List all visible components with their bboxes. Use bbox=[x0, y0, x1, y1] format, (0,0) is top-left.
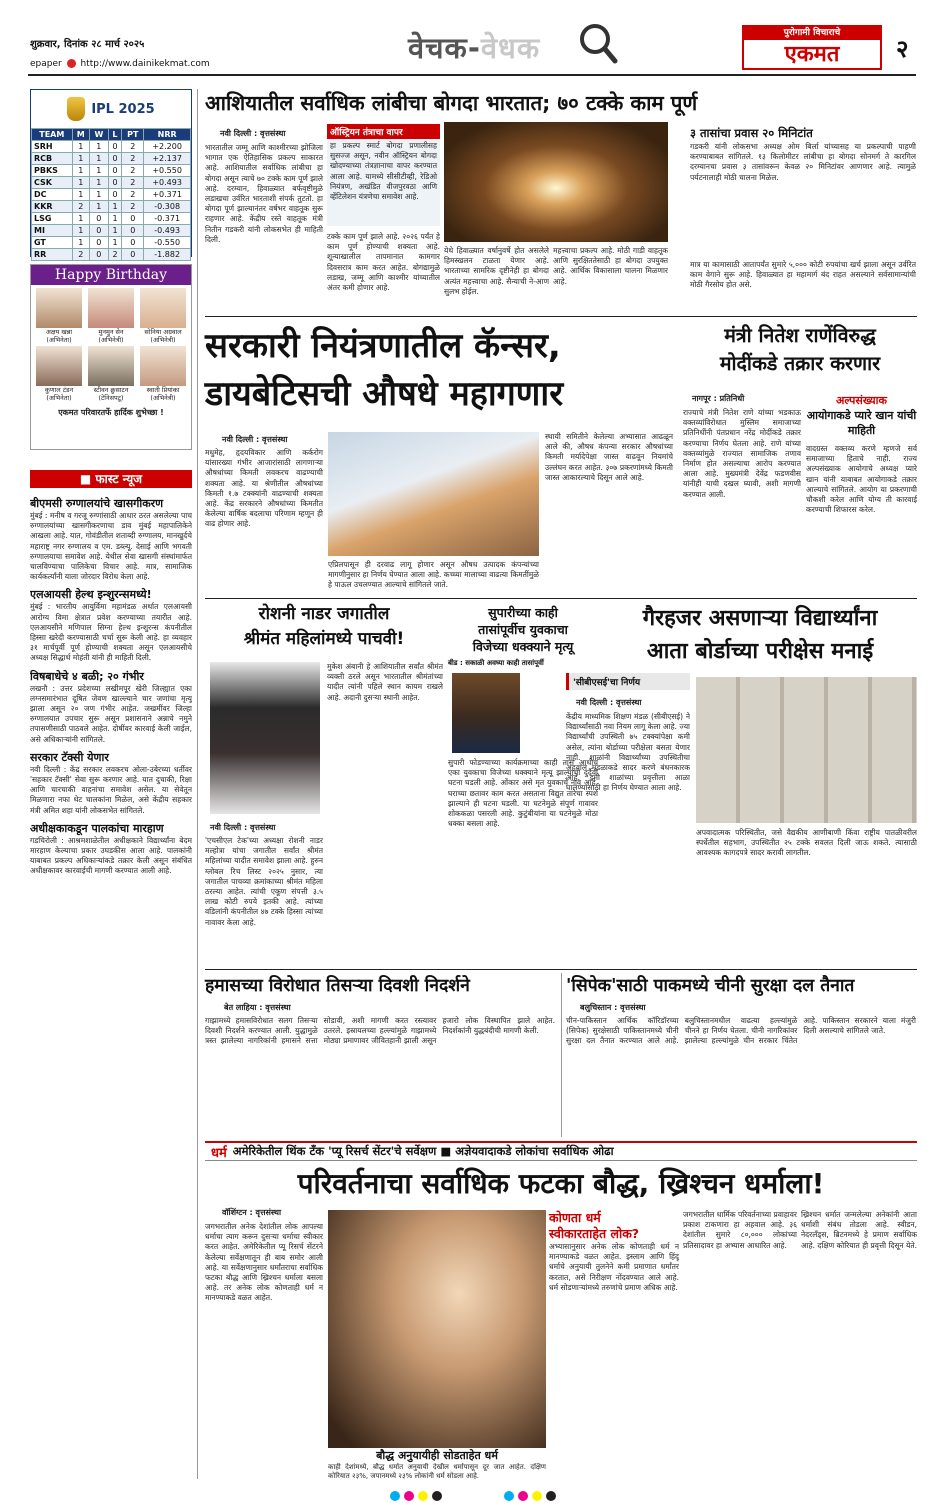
birthday-person bbox=[86, 346, 136, 402]
birthday-person bbox=[86, 288, 136, 344]
person-photo bbox=[36, 288, 82, 328]
ipl-row bbox=[32, 249, 191, 261]
fast-news-body: नवी दिल्ली : केंद्र सरकार लवकरच ओला-उबेरच्या धर्तीवर 'सहकार टॅक्सी' सेवा सुरू करणार आहे. यात दुचाकी, रिक्षा आणि चारचाकी वाहनांचा समावेश असेल. या सेवेतून मिळणारा नफा थेट चालकांना मिळेल, असे केंद्रीय सहकार मंत्री अमित शहा यांनी लोकसभेत सांगितले. bbox=[30, 764, 192, 815]
cancer-col2: एप्रिलपासून ही दरवाढ लागू होणार असून औषध उत्पादक कंपन्यांच्या मागणीनुसार हा निर्णय घेण्यात आला आहे. कच्च्या मालाच्या वाढत्या किमतींमुळे हे पाऊल उचलण्यात आल्याचे सांगितले जाते. bbox=[328, 560, 539, 590]
tunnel-headline: आशियातील सर्वाधिक लांबीचा बोगदा भारतात; ७० टक्के काम पूर्ण bbox=[205, 91, 698, 115]
fast-news-icon: ■ bbox=[79, 472, 96, 486]
ipl-cell: 2 bbox=[72, 201, 89, 213]
ipl-header-cell: TEAM bbox=[32, 129, 73, 141]
religion-dateline: वॉशिंग्टन : वृत्तसंस्था bbox=[222, 1208, 282, 1217]
ipl-cell: -0.550 bbox=[144, 237, 191, 249]
supari-headline-2: तासांपूर्वीच युवकाचा bbox=[478, 622, 568, 637]
masthead-rule bbox=[28, 74, 916, 76]
section-left: वेचक bbox=[408, 31, 468, 65]
cbse-headline bbox=[603, 602, 917, 668]
ipl-cell: +2.200 bbox=[144, 141, 191, 153]
cbse-tag: 'सीबीएसई'चा निर्णय bbox=[566, 673, 690, 690]
photo-caption-body: काही देशांमध्ये, बौद्ध धर्मात अनुयायी देखील धर्मापासून दूर जात आहेत. दक्षिण कोरियात २३%, जपानमध्ये २३% लोकांनी धर्म सोडला आहे. bbox=[328, 1463, 546, 1480]
cbse-headline-2: आता बोर्डाच्या परीक्षेस मनाई bbox=[646, 639, 874, 664]
ipl-cell: 2 bbox=[122, 153, 144, 165]
registration-dot bbox=[432, 1491, 442, 1501]
religion-box-head-1: कोणता धर्म bbox=[549, 1210, 601, 1225]
ipl-cell: 0 bbox=[108, 177, 122, 189]
fast-news-head: अधीक्षकाकडून पालकांचा मारहाण bbox=[30, 821, 164, 835]
cancer-dateline: नवी दिल्ली : वृत्तसंस्था bbox=[222, 435, 288, 444]
ipl-cell: 1 bbox=[90, 165, 109, 177]
person-name: स्टीवन क्रुसाटन bbox=[93, 386, 129, 394]
ipl-cell: 1 bbox=[72, 189, 89, 201]
issue-date: शुक्रवार, दिनांक २८ मार्च २०२५ bbox=[30, 39, 145, 50]
ipl-points-table bbox=[30, 89, 192, 257]
ipl-row bbox=[32, 153, 191, 165]
ipl-cell: 0 bbox=[122, 225, 144, 237]
ipl-cell: PBKS bbox=[32, 165, 73, 177]
religion-col-r2: जगभरातील धार्मिक परिवर्तनाच्या प्रवाहावर प्रकाश टाकणारा हा अहवाल आहे. ३६ देशांतील सुमारे ८०,००० लोकांच्या प्रतिसादावर हा अभ्यास आधारित आहे. bbox=[683, 1210, 797, 1250]
cancer-headline-2: डायबेटिसची औषधे महागणार bbox=[205, 374, 564, 414]
ipl-cell: 1 bbox=[90, 177, 109, 189]
person-role: (अभिनेत्री) bbox=[150, 394, 176, 402]
ipl-cell: 0 bbox=[90, 237, 109, 249]
section-title: वेचक-वेधक bbox=[408, 31, 541, 65]
roshni-dateline: नवी दिल्ली : वृत्तसंस्था bbox=[210, 823, 276, 832]
ipl-cell: RCB bbox=[32, 153, 73, 165]
ipl-cell: 2 bbox=[122, 201, 144, 213]
person-role: (अभिनेत्री) bbox=[98, 336, 124, 344]
prayer-photo bbox=[328, 1210, 546, 1448]
mid-divider bbox=[561, 973, 562, 1137]
tunnel-box bbox=[327, 124, 440, 226]
person-name: मुनमुन सेन bbox=[98, 328, 124, 336]
ipl-cell: 1 bbox=[72, 153, 89, 165]
paper-logo-box bbox=[742, 25, 882, 70]
ipl-header-cell: L bbox=[108, 129, 122, 141]
roshni-body2: मुकेश अंबानी हे आशियातील सर्वांत श्रीमंत व्यक्ती ठरले असून भारतातील श्रीमंतांच्या यादीत त्यांनी पहिले स्थान कायम राखले आहे. अदानी दुसऱ्या स्थानी आहेत. bbox=[327, 662, 443, 702]
cpec-dateline: बलुचिस्तान : वृत्तसंस्था bbox=[580, 1003, 646, 1012]
tunnel-side-head: ३ तासांचा प्रवास २० मिनिटांत bbox=[690, 126, 813, 140]
tunnel-box-body: हा प्रकल्प स्मार्ट बोगदा प्रणालीसह सुसज्ज असून, नवीन ऑस्ट्रियन बोगदा खोदण्याच्या तंत्रज्ञानाचा वापर करण्यात आला आहे. यामध्ये सीसीटीव्ही, रेडिओ नियंत्रण, अखंडित वीजपुरवठा आणि व्हेंटिलेशन यंत्रणेचा समावेश आहे. bbox=[330, 141, 437, 202]
ipl-header-cell: M bbox=[72, 129, 89, 141]
registration-dot bbox=[504, 1491, 514, 1501]
registration-dot bbox=[518, 1491, 528, 1501]
ipl-logo bbox=[31, 90, 191, 128]
supari-body: सुपारी फोडण्याच्या कार्यक्रमाच्या काही तास आधीच एका युवकाचा विजेच्या धक्क्याने मृत्यू झाल्याची दुर्दैवी घटना घडली आहे. ओंकार असे मृत युवकाचे नाव आहे. घराच्या छतावर काम करत असताना विद्युत तारेचा स्पर्श झाल्याने ही घटना घडली. या घटनेमुळे संपूर्ण गावावर शोककळा पसरली आहे. कुटुंबीयांना या घटनेमुळे मोठा धक्का बसला आहे. bbox=[448, 758, 598, 829]
ipl-header-cell: W bbox=[90, 129, 109, 141]
ipl-row bbox=[32, 165, 191, 177]
rane-side-body: वादग्रस्त वक्तव्य करणे म्हणजे सर्व समाजाच्या हिताचे नाही. राज्य अल्पसंख्याक आयोगाचे अध्यक्ष प्यारे खान यांनी याबाबत आयोगाकडे तक्रार आल्याचे सांगितले. आयोग या प्रकरणाची चौकशी करेल आणि योग्य ती कारवाई करण्याची शिफारस करेल. bbox=[806, 444, 917, 515]
ipl-cell: 0 bbox=[108, 165, 122, 177]
ipl-cell: 1 bbox=[108, 237, 122, 249]
supari-photo bbox=[452, 673, 520, 753]
roshni-photo bbox=[210, 662, 320, 814]
person-name: कुणाल टंडन bbox=[44, 386, 74, 394]
ipl-cell: -0.493 bbox=[144, 225, 191, 237]
fast-news-body: मुंबई : मनीष व गरजू रुग्णांसाठी आधार ठरत असलेल्या पाच रुग्णालयांच्या खासगीकरणाचा डाव मुंबई महापालिकेने आखला आहे. यात, गोवंडीतील शताब्दी रुग्णालय, मानखुर्दचे महाराष्ट्र नगर रुग्णालय व एम. डब्ल्यू. देसाई आणि भगवती रुग्णालयाचा समावेश आहे. येथील सेवा खासगी संस्थांमार्फत चालविण्याचा पालिकेचा विचार आहे. मात्र, सामाजिक कार्यकर्त्यांनी याला जोरदार विरोध केला आहे. bbox=[30, 511, 192, 582]
religion-box-body: अभ्यासानुसार अनेक लोक कोणताही धर्म न मानण्याकडे वळत आहेत. इस्लाम आणि हिंदू धर्माचे अनुयायी तुलनेने कमी प्रमाणात धर्मांतर करतात, असे निरीक्षण नोंदवण्यात आले आहे. धर्म सोडणाऱ्यांमध्ये तरुणांचे प्रमाण अधिक आहे. bbox=[549, 1242, 679, 1292]
ipl-cell: DC bbox=[32, 189, 73, 201]
ipl-cell: 1 bbox=[72, 237, 89, 249]
tunnel-col4: येथे हिवाळ्यात वर्षानुवर्षे होत असलेले हिमस्खलन टाळता येणार आहे. भारताच्या सामरिक दृष्टीनेही हा बोगदा अत्यंत महत्त्वाचा आहे. सैन्याची ने-आण सुलभ होईल. bbox=[444, 246, 549, 296]
birthday-person bbox=[138, 346, 188, 402]
ipl-cell: 1 bbox=[90, 201, 109, 213]
photo-caption-head: बौद्ध अनुयायीही सोडताहेत धर्म bbox=[376, 1449, 498, 1462]
ipl-row bbox=[32, 201, 191, 213]
person-role: (टेनिसपटू) bbox=[98, 394, 124, 402]
ipl-cell: 1 bbox=[72, 225, 89, 237]
medicine-photo bbox=[328, 432, 539, 556]
epaper-label: epaper bbox=[30, 59, 62, 69]
rule-1 bbox=[205, 316, 917, 317]
rane-dateline: नागपूर : प्रतिनिधी bbox=[692, 394, 745, 403]
website-url[interactable]: http://www.dainikekmat.com bbox=[80, 59, 210, 69]
ipl-cell: 2 bbox=[122, 141, 144, 153]
birthday-wish: एकमत परिवारतर्फे हार्दिक शुभेच्छा ! bbox=[58, 408, 164, 417]
roshni-headline-1: रोशनी नाडर जगातील bbox=[258, 604, 390, 624]
ipl-cell: CSK bbox=[32, 177, 73, 189]
ipl-cell: SRH bbox=[32, 141, 73, 153]
rane-side-head-2: आयोगाकडे प्यारे खान यांची माहिती bbox=[806, 409, 917, 437]
birthday-person bbox=[34, 346, 84, 402]
religion-col-r3: ख्रिश्चन धर्मात जन्मलेल्या अनेकांनी आता धर्माशी संबंध तोडला आहे. स्वीडन, नेदरलँड्स, ब्रिटनमध्ये हे प्रमाण सर्वाधिक आहे. दक्षिण कोरियात ही प्रवृत्ती दिसून येते. bbox=[801, 1210, 917, 1250]
registration-dot bbox=[532, 1491, 542, 1501]
ipl-header-cell: PT bbox=[122, 129, 144, 141]
tunnel-box-head: ऑस्ट्रियन तंत्राचा वापर bbox=[327, 124, 440, 139]
ipl-cell: 0 bbox=[108, 141, 122, 153]
cancer-col4: स्थायी समितीने केलेल्या अभ्यासात आढळून आले की, औषध कंपन्या सरकार औषधांच्या किमती मर्यादेपेक्षा जास्त वाढवून नियमांचे उल्लंघन करत आहेत. ३०७ प्रकरणांमध्ये किमती जास्त आकारल्याचे दिसून आले आहे. bbox=[545, 432, 673, 482]
ipl-cell: 2 bbox=[72, 249, 89, 261]
supari-headline-1: सुपारीच्या काही bbox=[488, 605, 558, 620]
fast-news-head: एलआयसी हेल्थ इन्शुरन्समध्ये! bbox=[30, 588, 152, 602]
ipl-cell: 2 bbox=[122, 177, 144, 189]
ipl-cell: 0 bbox=[122, 249, 144, 261]
fast-news-body: गडचिरोली : आश्रमशाळेतील अधीक्षकाने विद्यार्थ्यांना बेदम मारहाण केल्याचा प्रकार उघडकीस आला आहे. पालकांनी याबाबत प्रकल्प अधिकाऱ्यांकडे तक्रार केली असून संबंधित अधीक्षकावर कारवाईची मागणी करण्यात आली आहे. bbox=[30, 835, 192, 876]
cbse-dateline: नवी दिल्ली : वृत्तसंस्था bbox=[576, 698, 642, 707]
registration-dot bbox=[390, 1491, 400, 1501]
ipl-cell: 0 bbox=[90, 225, 109, 237]
roshni-body: 'एचसीएल टेक'च्या अध्यक्षा रोशनी नाडर मल्होत्रा यांचा जगातील सर्वांत श्रीमंत महिलांच्या यादीत समावेश झाला आहे. हुरुन ग्लोबल रिच लिस्ट २०२५ नुसार, त्या जगातील पाचव्या क्रमांकाच्या श्रीमंत महिला ठरल्या आहेत. त्यांची एकूण संपत्ती ३.५ लाख कोटी रुपये इतकी आहे. त्यांच्या वडिलांनी कंपनीतील ४७ टक्के हिस्सा त्यांच्या नावावर केला आहे. bbox=[205, 836, 323, 927]
trophy-icon bbox=[67, 97, 85, 121]
religion-box-head-2: स्वीकारताहेत लोक? bbox=[549, 1226, 640, 1241]
rane-headline-1: मंत्री नितेश राणेंविरुद्ध bbox=[724, 324, 876, 347]
cancer-col1: मधुमेह, हृदयविकार आणि कर्करोग यांसारख्या गंभीर आजारांसाठी लागणाऱ्या औषधांच्या किमती लवकरच वाढण्याची शक्यता आहे. या श्रेणीतील औषधांच्या किमती १.७ टक्क्यांनी वाढण्याची शक्यता आहे. केंद्र सरकारने औषधांच्या किमतीत केलेल्या वार्षिक बदलाचा परिणाम म्हणून ही वाढ होणार आहे. bbox=[205, 448, 323, 529]
ipl-table bbox=[31, 128, 191, 261]
ipl-cell: 1 bbox=[90, 141, 109, 153]
rane-headline bbox=[683, 322, 917, 378]
epaper-line bbox=[30, 59, 210, 69]
ipl-cell: 1 bbox=[108, 225, 122, 237]
cbse-body: केंद्रीय माध्यमिक शिक्षण मंडळ (सीबीएसई) ने विद्यार्थ्यांसाठी नवा नियम लागू केला आहे. ज्या विद्यार्थ्यांची उपस्थिती ७५ टक्क्यांपेक्षा कमी असेल, त्यांना बोर्डाच्या परीक्षेला बसता येणार नाही. शाळांनी विद्यार्थ्यांच्या उपस्थितीचा अहवाल मंडळाकडे सादर करणे बंधनकारक आहे. डमी शाळांच्या प्रवृत्तीला आळा घालण्यासाठी हा निर्णय घेण्यात आला आहे. bbox=[566, 712, 690, 793]
ipl-cell: 1 bbox=[72, 213, 89, 225]
roshni-headline bbox=[205, 602, 443, 652]
person-role: (अभिनेता) bbox=[46, 394, 72, 402]
magnifier-icon bbox=[578, 22, 618, 64]
ipl-header-cell: NRR bbox=[144, 129, 191, 141]
fast-news-title: फास्ट न्यूज bbox=[95, 472, 143, 486]
ipl-row bbox=[32, 141, 191, 153]
birthday-grid bbox=[31, 285, 191, 405]
religion-strap-text: अमेरिकेतील थिंक टँक 'प्यू रिसर्च सेंटर'चे सर्वेक्षण ■ अज्ञेयवादाकडे लोकांचा सर्वाधिक ओढा bbox=[232, 1144, 614, 1158]
tunnel-col5: महत्त्वाचा प्रकल्प आहे. मोठी गाडी वाहतूक आणि सुरक्षिततेसाठी हा बोगदा उपयुक्त आहे. आर्थिक विकासाला चालना मिळणार आहे. bbox=[553, 246, 668, 286]
person-role: (अभिनेत्री) bbox=[150, 336, 176, 344]
fast-news-body: लखनौ : उत्तर प्रदेशच्या लखीमपूर खेरी जिल्ह्यात एका लग्नसमारंभात दूषित जेवण खाल्ल्याने चार जणांचा मृत्यू झाला असून २० जण गंभीर आहेत. जखमींवर जिल्हा रुग्णालयात उपचार सुरू असून प्रशासनाने अन्नाचे नमुने तपासणीसाठी पाठवले आहेत. दोषींवर कारवाई केली जाईल, असे अधिकाऱ्यांनी सांगितले. bbox=[30, 683, 192, 744]
birthday-person bbox=[34, 288, 84, 344]
ipl-row bbox=[32, 213, 191, 225]
paper-logo: एकमत bbox=[784, 42, 840, 67]
fast-news-list bbox=[30, 491, 192, 1481]
rule-2 bbox=[205, 598, 917, 599]
ipl-cell: 1 bbox=[108, 213, 122, 225]
globe-icon bbox=[67, 59, 76, 68]
rane-body: राज्याचे मंत्री नितेश राणे यांच्या भडकाऊ वक्तव्यांविरोधात मुस्लिम समाजाच्या प्रतिनिधींनी पंतप्रधान नरेंद्र मोदींकडे तक्रार करण्याचा निर्णय घेतला आहे. राणे यांच्या वक्तव्यांमुळे राज्यात सामाजिक तणाव निर्माण होत असल्याचा आरोप करण्यात आला आहे. मुख्यमंत्री देवेंद्र फडणवीस यांनीही याची दखल घ्यावी, अशी मागणी करण्यात आली. bbox=[683, 408, 801, 499]
ipl-cell: RR bbox=[32, 249, 73, 261]
religion-box bbox=[549, 1210, 679, 1482]
ipl-cell: 1 bbox=[72, 177, 89, 189]
birthday-title: Happy Birthday bbox=[31, 265, 191, 285]
rule-3 bbox=[205, 969, 917, 970]
fast-news-head: सरकार टॅक्सी येणार bbox=[30, 750, 109, 764]
ipl-cell: GT bbox=[32, 237, 73, 249]
fast-news-body: मुंबई : भारतीय आयुर्विमा महामंडळ अर्थात एलआयसी आरोग्य विमा क्षेत्रात प्रवेश करण्याच्या तयारीत आहे. एलआयसीने मणिपाल सिग्ना हेल्थ इन्शुरन्स कंपनीतील हिस्सा खरेदी करण्यासाठी चर्चा सुरू केली आहे. हा व्यवहार ३१ मार्चपूर्वी पूर्ण होण्याची शक्यता असून एलआयसीचे अध्यक्ष सिद्धार्थ मोहंती यांनी ही माहिती दिली. bbox=[30, 602, 192, 663]
religion-tag: धर्म bbox=[211, 1145, 227, 1161]
birthday-person bbox=[138, 288, 188, 344]
supari-headline-3: विजेच्या धक्क्याने मृत्यू bbox=[472, 639, 574, 654]
cancer-headline bbox=[205, 322, 675, 418]
ipl-cell: +2.137 bbox=[144, 153, 191, 165]
person-photo bbox=[36, 346, 82, 386]
tunnel-side-body: गडकरी यांनी लोकसभा अध्यक्ष ओम बिर्ला यांच्यासह या प्रकल्पाची पाहणी करण्याबाबत सांगितले. १३ किलोमीटर लांबीचा हा बोगदा सोनमर्ग ते कारगिल दरम्यानचा प्रवास ३ तासांवरून केवळ २० मिनिटांवर आणणार आहे. त्यामुळे पर्यटनालाही मोठी चालना मिळेल. bbox=[690, 142, 916, 182]
birthday-box bbox=[30, 264, 192, 450]
registration-dot bbox=[404, 1491, 414, 1501]
ipl-cell: KKR bbox=[32, 201, 73, 213]
person-photo bbox=[88, 288, 134, 328]
supari-headline bbox=[448, 604, 598, 655]
tunnel-col3: टक्के काम पूर्ण झाले आहे. २०२६ पर्यंत हे काम पूर्ण होण्याची शक्यता आहे. शून्याखालील तापमानात कामगार दिवसरात्र काम करत आहेत. बोगद्यामुळे लडाख, जम्मू आणि काश्मीर यांच्यातील अंतर कमी होणार आहे. bbox=[327, 232, 440, 293]
ipl-cell: 0 bbox=[90, 249, 109, 261]
tunnel-side-body2: मात्र या कामासाठी आतापर्यंत सुमारे ५,००० कोटी रुपयांचा खर्च झाला असून उर्वरित काम वेगाने सुरू आहे. हिवाळ्यात हा महामार्ग बंद राहत असल्याने सर्वसामान्यांची मोठी गैरसोय होत असे. bbox=[690, 260, 916, 290]
exam-photo bbox=[696, 677, 917, 823]
registration-dot bbox=[546, 1491, 556, 1501]
ipl-cell: 1 bbox=[72, 165, 89, 177]
ipl-cell: 0 bbox=[90, 213, 109, 225]
ipl-cell: MI bbox=[32, 225, 73, 237]
page-number: २ bbox=[896, 35, 909, 63]
ipl-cell: 2 bbox=[122, 165, 144, 177]
ipl-cell: +0.550 bbox=[144, 165, 191, 177]
masthead bbox=[0, 0, 945, 88]
ipl-row bbox=[32, 189, 191, 201]
ipl-cell: 1 bbox=[90, 153, 109, 165]
tunnel-dateline: नवी दिल्ली : वृत्तसंस्था bbox=[220, 129, 286, 138]
fast-news-head: विषबाधेचे ४ बळी; २० गंभीर bbox=[30, 669, 144, 683]
section-right: वेधक bbox=[480, 31, 541, 65]
religion-box-head bbox=[549, 1210, 679, 1242]
ipl-row bbox=[32, 177, 191, 189]
tagline: पुरोगामी विचाराचे bbox=[744, 27, 880, 40]
ipl-cell: 1 bbox=[72, 141, 89, 153]
ipl-cell: LSG bbox=[32, 213, 73, 225]
fast-news-head: बीएमसी रुग्णालयांचे खासगीकरण bbox=[30, 497, 164, 510]
hamas-headline: हमासच्या विरोधात तिसऱ्या दिवशी निदर्शने bbox=[205, 976, 470, 996]
person-photo bbox=[140, 288, 186, 328]
person-name: सोनिया अग्रवाल bbox=[144, 328, 182, 336]
ipl-cell: 0 bbox=[108, 189, 122, 201]
cbse-body2: अपवादात्मक परिस्थितीत, जसे वैद्यकीय आणीबाणी किंवा राष्ट्रीय पातळीवरील स्पर्धेतील सहभाग, उपस्थितीत २५ टक्के सवलत दिली जाऊ शकते. त्यासाठी आवश्यक कागदपत्रे सादर करावी लागतील. bbox=[696, 828, 917, 858]
registration-dot bbox=[418, 1491, 428, 1501]
ipl-cell: -0.308 bbox=[144, 201, 191, 213]
cancer-headline-1: सरकारी नियंत्रणातील कॅन्सर, bbox=[205, 326, 561, 366]
left-divider bbox=[197, 89, 198, 1479]
hamas-body: गाझामध्ये हमासविरोधात सलग तिसऱ्या दिवशी निदर्शने करण्यात आली. युद्धामुळे त्रस्त झालेल्या नागरिकांनी हमासने सत्ता सोडावी, अशी मागणी करत रस्त्यावर उतरले. इस्रायलच्या हल्ल्यांमुळे गाझामध्ये मोठ्या प्रमाणावर जीवितहानी झाली असून हजारो लोक विस्थापित झाले आहेत. निदर्शकांनी युद्धबंदीची मागणी केली. bbox=[205, 1016, 555, 1046]
ipl-logo-text: IPL 2025 bbox=[91, 101, 155, 117]
ipl-cell: 0 bbox=[108, 153, 122, 165]
tunnel-photo bbox=[444, 122, 668, 242]
hamas-dateline: बेत लाहिया : वृत्तसंस्था bbox=[224, 1003, 291, 1012]
person-photo bbox=[88, 346, 134, 386]
rane-headline-2: मोदींकडे तक्रार करणार bbox=[719, 352, 881, 375]
ipl-cell: -1.882 bbox=[144, 249, 191, 261]
cpec-body: चीन-पाकिस्तान आर्थिक कॉरिडॉरच्या (सिपेक) सुरक्षेसाठी पाकिस्तानमध्ये चीनी सुरक्षा दल तैनात करण्यात आले आहे. बलुचिस्तानमधील वाढत्या हल्ल्यांमुळे चीनने हा निर्णय घेतला. चीनी नागरिकांवर झालेल्या हल्ल्यांमुळे चीन सरकार चिंतेत आहे. पाकिस्तान सरकारने याला मंजुरी दिली असल्याचे सांगितले जाते. bbox=[566, 1016, 916, 1046]
cpec-headline: 'सिपेक'साठी पाकमध्ये चीनी सुरक्षा दल तैनात bbox=[566, 976, 855, 996]
ipl-cell: 1 bbox=[108, 201, 122, 213]
cbse-headline-1: गैरहजर असणाऱ्या विद्यार्थ्यांना bbox=[642, 606, 878, 631]
religion-photo-caption bbox=[328, 1448, 546, 1482]
ipl-cell: 1 bbox=[90, 189, 109, 201]
tunnel-body: भारतातील जम्मू आणि काश्मीरच्या झोजिला भागात एक ऐतिहासिक प्रकल्प साकारत आहे. आशियातील सर्वाधिक लांबीचा हा बोगदा असून त्याचे ७० टक्के काम पूर्ण झाले आहे. दरम्यान, हिवाळ्यात बर्फवृष्टीमुळे लडाखचा उर्वरित भारताशी संपर्क तुटतो. हा बोगदा पूर्ण झाल्यानंतर वर्षभर वाहतूक सुरू राहणार आहे. केंद्रीय रस्ते वाहतूक मंत्री नितीन गडकरी यांनी लोकसभेत ही माहिती दिली. bbox=[205, 143, 323, 244]
rane-side-head-1: अल्पसंख्याक bbox=[836, 394, 887, 407]
ipl-cell: 2 bbox=[122, 189, 144, 201]
fast-news-header bbox=[30, 470, 192, 488]
religion-strap bbox=[205, 1141, 917, 1161]
supari-dateline: बीड : सकाळी अवघ्या काही तासांपूर्वी bbox=[448, 659, 544, 667]
rane-side-head bbox=[806, 393, 917, 438]
person-role: (अभिनेता) bbox=[46, 336, 72, 344]
ipl-cell: 2 bbox=[108, 249, 122, 261]
ipl-cell: +0.371 bbox=[144, 189, 191, 201]
ipl-cell: -0.371 bbox=[144, 213, 191, 225]
ipl-cell: 0 bbox=[122, 237, 144, 249]
person-name: स्वाती प्रियांका bbox=[146, 386, 180, 394]
religion-headline: परिवर्तनाचा सर्वाधिक फटका बौद्ध, ख्रिश्चन धर्माला! bbox=[297, 1167, 825, 1200]
religion-body: जगभरातील अनेक देशांतील लोक आपल्या धर्माचा त्याग करून दुसऱ्या धर्माचा स्वीकार करत आहेत. अमेरिकेतील प्यू रिसर्च सेंटरने केलेल्या सर्वेक्षणातून ही बाब समोर आली आहे. या सर्वेक्षणानुसार धर्मांतराचा सर्वाधिक फटका बौद्ध आणि ख्रिश्चन धर्माला बसला आहे. तर अनेक लोक कोणताही धर्म न मानण्याकडे वळत आहेत. bbox=[205, 1222, 323, 1303]
person-photo bbox=[140, 346, 186, 386]
ipl-cell: 0 bbox=[122, 213, 144, 225]
person-name: अक्षय खन्ना bbox=[45, 328, 73, 336]
ipl-row bbox=[32, 237, 191, 249]
color-registration-marks bbox=[0, 1486, 945, 1500]
ipl-row bbox=[32, 225, 191, 237]
roshni-headline-2: श्रीमंत महिलांमध्ये पाचवी! bbox=[243, 629, 405, 649]
ipl-cell: +0.493 bbox=[144, 177, 191, 189]
